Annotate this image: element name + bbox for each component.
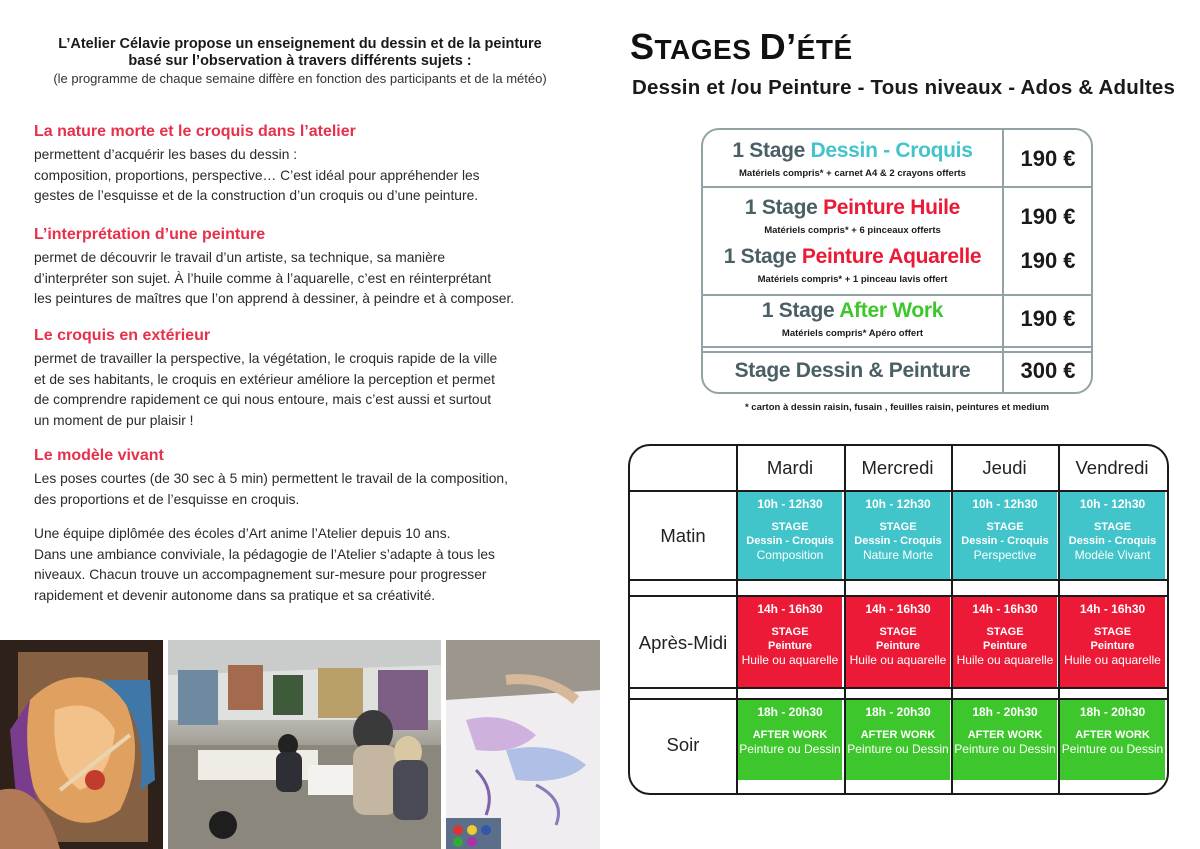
schedule-row-label: Soir [666,734,700,755]
section-heading: Le croquis en extérieur [34,327,211,344]
schedule-cell-apres-midi-jeudi [953,597,1057,687]
schedule-cell-apres-midi-mardi [738,597,842,687]
section-line: un moment de pur plaisir ! [34,412,194,428]
price-table [701,128,1093,394]
cell-kind: STAGE [771,521,809,533]
cell-kind: STAGE [986,521,1024,533]
cell-detail: Composition [756,548,824,562]
price-divider [703,186,1091,188]
section-croquis-exterieur [34,326,579,431]
price-item-dessin-peinture [703,359,1002,383]
closing-line: rapidement et devenir autonome dans sa pratique et sa créativité. [34,587,436,603]
cell-detail: Peinture ou Dessin [847,742,949,756]
section-line: composition, proportions, perspective… C’est idéal pour appréhender les [34,167,480,183]
price-item-prefix: 1 Stage [723,245,802,268]
cell-kind-detail: Dessin - Croquis [1068,535,1157,547]
price-value: 190 € [1020,204,1076,229]
cell-detail: Huile ou aquarelle [741,653,839,667]
section-line: d’interpréter son sujet. À l’huile comme à l’aquarelle, c’est en réinterprétant [34,270,492,286]
schedule-row-label: Matin [660,525,706,546]
cell-time: 10h - 12h30 [757,497,823,511]
schedule-day-header: Mardi [766,457,814,478]
price-item-name: Dessin - Croquis [810,139,973,162]
price-divider [703,294,1091,296]
price-item-note: Matériels compris* Apéro offert [781,328,924,339]
price-item-peinture-aquarelle [703,245,1002,269]
price-item-note: Matériels compris* + carnet A4 & 2 crayons offerts [739,168,966,179]
price-item-name: Stage Dessin & Peinture [734,359,971,382]
cell-detail: Peinture ou Dessin [954,742,1056,756]
cell-kind-detail: Dessin - Croquis [961,535,1049,547]
price-value: 190 € [1020,306,1076,331]
closing-line: Dans une ambiance conviviale, la pédagogie de l’Atelier s’adapte à tous les [34,546,495,562]
closing-line: niveaux. Chacun trouve un accompagnement sur-mesure pour progresser [34,567,487,582]
title-initial-1: S [630,26,655,67]
price-value: 300 € [1020,358,1076,383]
cell-kind: AFTER WORK [967,729,1043,741]
photo-atelier-class [168,640,441,849]
schedule-day-header: Jeudi [982,457,1027,478]
cell-detail: Perspective [973,548,1037,562]
section-line: permettent d’acquérir les bases du dessin : [34,147,298,162]
cell-detail: Peinture ou Dessin [1061,742,1164,756]
price-footnote: * carton à dessin raisin, fusain , feuilles raisin, peintures et medium [744,402,1050,413]
section-line: des proportions et de l’esquisse en croquis. [34,491,300,507]
price-value: 190 € [1020,146,1076,171]
page-title [630,26,853,68]
price-divider-double [703,346,1091,353]
closing-paragraph [34,524,579,606]
schedule-cell-soir-mardi [738,700,842,780]
cell-time: 14h - 16h30 [1079,602,1146,616]
schedule-cell-soir-mercredi [846,700,950,780]
schedule-cell-matin-jeudi [953,492,1057,579]
cell-kind-detail: Peinture [1090,640,1135,652]
cell-kind: AFTER WORK [1075,729,1150,741]
cell-time: 14h - 16h30 [757,602,823,616]
cell-time: 18h - 20h30 [865,705,931,719]
section-line: de comprendre rapidement ce qui nous entoure, mais c’est aussi et surtout [34,392,492,407]
closing-line: Une équipe diplômée des écoles d’Art anime l’Atelier depuis 10 ans. [34,526,451,541]
cell-kind: STAGE [879,521,917,533]
price-item-peinture-huile [703,196,1002,220]
section-modele-vivant [34,446,579,510]
cell-detail: Huile ou aquarelle [849,653,947,667]
section-line: permet de découvrir le travail d’un artiste, sa technique, sa manière [34,250,446,265]
section-nature-morte [34,122,579,207]
intro-line-1: L’Atelier Célavie propose un enseignement du dessin et de la peinture [58,36,542,52]
cell-kind: AFTER WORK [752,729,828,741]
schedule-day-header: Vendredi [1075,457,1149,478]
schedule-cell-matin-mercredi [846,492,950,579]
photo-watercolor-table [446,640,600,849]
cell-detail: Peinture ou Dessin [739,742,841,756]
cell-kind-detail: Peinture [982,640,1027,652]
section-heading: La nature morte et le croquis dans l’atelier [34,123,356,140]
cell-kind-detail: Dessin - Croquis [854,535,942,547]
section-heading: Le modèle vivant [34,447,164,464]
price-item-note: Matériels compris* + 6 pinceaux offerts [764,225,941,236]
cell-detail: Modèle Vivant [1074,548,1151,562]
cell-kind: STAGE [1093,626,1132,638]
schedule-row-label: Après-Midi [638,632,728,653]
section-line: les peintures de maîtres que l’on apprend à dessiner, à peindre et à composer. [34,291,515,306]
cell-kind: AFTER WORK [860,729,936,741]
schedule-cell-soir-jeudi [953,700,1057,780]
cell-time: 18h - 20h30 [972,705,1038,719]
intro-line-3: (le programme de chaque semaine diffère en fonction des participants et de la météo) [53,71,547,86]
cell-kind: STAGE [879,626,917,638]
price-item-note: Matériels compris* + 1 pinceau lavis offert [757,274,948,285]
cell-detail: Huile ou aquarelle [956,653,1054,667]
section-line: permet de travailler la perspective, la végétation, le croquis rapide de la ville [34,351,498,366]
schedule-cell-soir-vendredi [1060,700,1165,780]
cell-time: 10h - 12h30 [865,497,931,511]
cell-kind-detail: Peinture [767,640,812,652]
cell-detail: Huile ou aquarelle [1064,653,1161,667]
schedule-cell-apres-midi-vendredi [1060,597,1165,687]
price-item-dessin-croquis [703,139,1002,163]
cell-kind: STAGE [1093,521,1132,533]
intro-line-2: basé sur l’observation à travers différents sujets : [128,53,472,69]
cell-kind-detail: Peinture [875,640,920,652]
cell-time: 10h - 12h30 [972,497,1038,511]
photo-portrait-painting [0,640,163,849]
section-line: Les poses courtes (de 30 sec à 5 min) permettent le travail de la composition, [34,471,508,486]
title-part-2: ÉTÉ [796,34,853,65]
cell-time: 14h - 16h30 [865,602,931,616]
cell-kind: STAGE [771,626,809,638]
price-item-name: Peinture Huile [823,196,961,219]
section-heading: L’interprétation d’une peinture [34,226,266,243]
schedule-cell-apres-midi-mercredi [846,597,950,687]
photo-strip [0,640,600,849]
cell-time: 18h - 20h30 [1079,705,1146,719]
price-item-name: Peinture Aquarelle [801,245,982,268]
cell-detail: Nature Morte [862,548,934,562]
title-initial-2: D’ [759,26,797,67]
section-line: et de ses habitants, le croquis en extérieur améliore la perception et permet [34,371,495,387]
schedule-cell-matin-mardi [738,492,842,579]
section-interpretation [34,225,579,310]
cell-time: 18h - 20h30 [757,705,823,719]
cell-time: 14h - 16h30 [972,602,1038,616]
cell-kind: STAGE [986,626,1024,638]
schedule-day-header: Mercredi [861,457,934,478]
page-subtitle: Dessin et /ou Peinture - Tous niveaux - Ados & Adultes [632,76,1176,99]
intro-block [20,36,580,87]
price-item-prefix: 1 Stage [732,139,811,162]
grid-line [630,579,1167,581]
price-value: 190 € [1020,248,1076,273]
price-item-after-work [703,299,1002,323]
price-item-name: After Work [839,299,944,322]
cell-time: 10h - 12h30 [1079,497,1146,511]
schedule-cell-matin-vendredi [1060,492,1165,579]
section-line: gestes de l’esquisse et de la construction d’un croquis ou d’une peinture. [34,188,479,203]
price-item-prefix: 1 Stage [761,299,840,322]
grid-line [630,687,1167,689]
title-part-1: TAGES [654,34,760,65]
price-item-prefix: 1 Stage [744,196,824,219]
cell-kind-detail: Dessin - Croquis [746,535,834,547]
schedule-table [628,444,1169,795]
